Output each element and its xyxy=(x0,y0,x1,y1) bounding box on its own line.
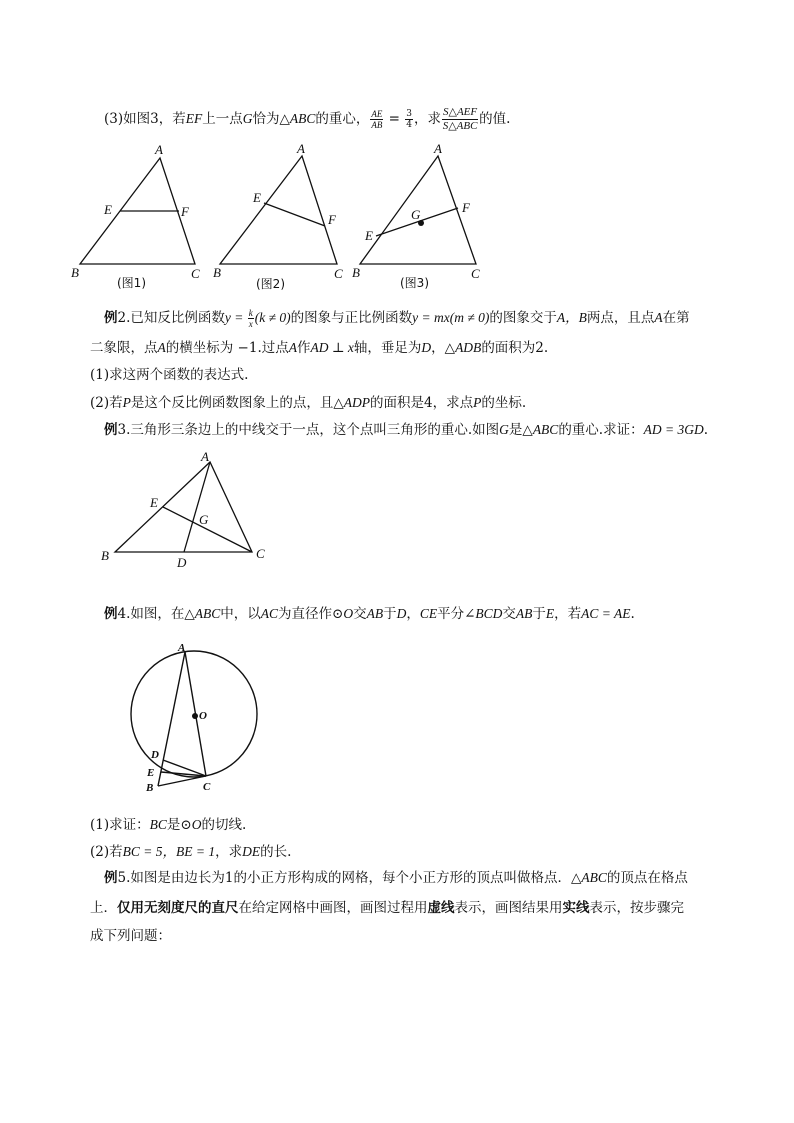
ex4-sub1: (1)求证：BC是⊙O的切线. xyxy=(90,817,247,833)
label-a: A xyxy=(201,449,209,464)
fig2-label-e: E xyxy=(253,190,261,205)
q3-line: (3)如图3，若EF上一点G恰为△ABC的重心， $\frac{AE}{AB}$ = $\frac{3}{4}$ ，求 $\frac{\text{S△AEF}}{\text{S△ABC}}$ 的值. xyxy=(104,106,511,132)
fig3-label-a: A xyxy=(434,141,442,156)
segment-ef: EF xyxy=(185,111,203,126)
example-label: 例 xyxy=(104,870,118,886)
k-over-x-fraction: $\frac{k}{x}$ xyxy=(248,308,253,329)
ex2-line1: 例2.已知反比例函数y = $\frac{k}{x}$ (k ≠ 0)的图象与正比例函数y = mx(m ≠ 0)的图象交于A，B两点，且点A在第 xyxy=(104,308,690,329)
ex2-sub1: (1)求这两个函数的表达式. xyxy=(90,367,249,383)
label-o: O xyxy=(199,710,207,722)
value-fraction: $\frac{3}{4}$ xyxy=(406,109,412,130)
label-d: D xyxy=(177,555,187,570)
fig3-label-e: E xyxy=(365,228,373,243)
ex5-line2: 上．仅用无刻度尺的直尺在给定网格中画图，画图过程用虚线表示，画图结果用实线表示，按步骤完 xyxy=(90,900,684,916)
example-label: 例 xyxy=(104,606,118,622)
fig3-label-b: B xyxy=(352,265,360,280)
fig3-label-g: G xyxy=(411,207,421,222)
fig2-label-c: C xyxy=(334,266,343,281)
label-d: D xyxy=(151,749,159,761)
fig3-caption: (图3) xyxy=(400,276,429,290)
example-label: 例 xyxy=(104,422,118,438)
ex3-line: 例3.三角形三条边上的中线交于一点，这个点叫三角形的重心.如图G是△ABC的重心.求证：AD = 3GD. xyxy=(104,422,709,438)
ex4-sub2: (2)若BC = 5，BE = 1，求DE的长. xyxy=(90,844,292,860)
fig3-label-c: C xyxy=(471,266,480,281)
label-b: B xyxy=(146,782,154,794)
ex2-line2: 二象限，点A的横坐标为 −1.过点A作AD ⊥ x轴，垂足为D，△ADB的面积为2. xyxy=(90,340,549,356)
fig1-label-c: C xyxy=(191,266,200,281)
fig1-label-e: E xyxy=(104,202,112,217)
ex4-line: 例4.如图，在△ABC中，以AC为直径作⊙O交AB于D，CE平分∠BCD交AB于E，若AC = AE. xyxy=(104,606,635,622)
fig1-label-a: A xyxy=(155,142,163,157)
label-g: G xyxy=(199,512,209,527)
ex5-line3: 成下列问题： xyxy=(90,928,171,944)
fig1-label-b: B xyxy=(71,265,79,280)
fig3-label-f: F xyxy=(462,200,470,215)
fig2-label-b: B xyxy=(213,265,221,280)
fig2-label-f: F xyxy=(328,212,336,227)
fig1-label-f: F xyxy=(181,204,189,219)
label-c: C xyxy=(203,781,211,793)
ratio-fraction: $\frac{AE}{AB}$ xyxy=(371,109,383,130)
fig2-caption: (图2) xyxy=(256,277,285,291)
example-label: 例 xyxy=(104,310,118,326)
ex2-sub2: (2)若P是这个反比例函数图象上的点，且△ADP的面积是4，求点P的坐标. xyxy=(90,395,527,411)
fig1-caption: (图1) xyxy=(117,276,146,290)
label-e: E xyxy=(147,767,155,779)
label-e: E xyxy=(150,495,158,510)
ex5-line1: 例5.如图是由边长为1的小正方形构成的网格，每个小正方形的顶点叫做格点．△ABC的顶点在格点 xyxy=(104,870,688,886)
fig2-label-a: A xyxy=(297,141,305,156)
label-c: C xyxy=(256,546,265,561)
label-b: B xyxy=(101,548,109,563)
label-a: A xyxy=(178,642,186,654)
center-o-point xyxy=(192,713,198,719)
area-fraction: $\frac{\text{S△AEF}}{\text{S△ABC}}$ xyxy=(442,106,478,132)
